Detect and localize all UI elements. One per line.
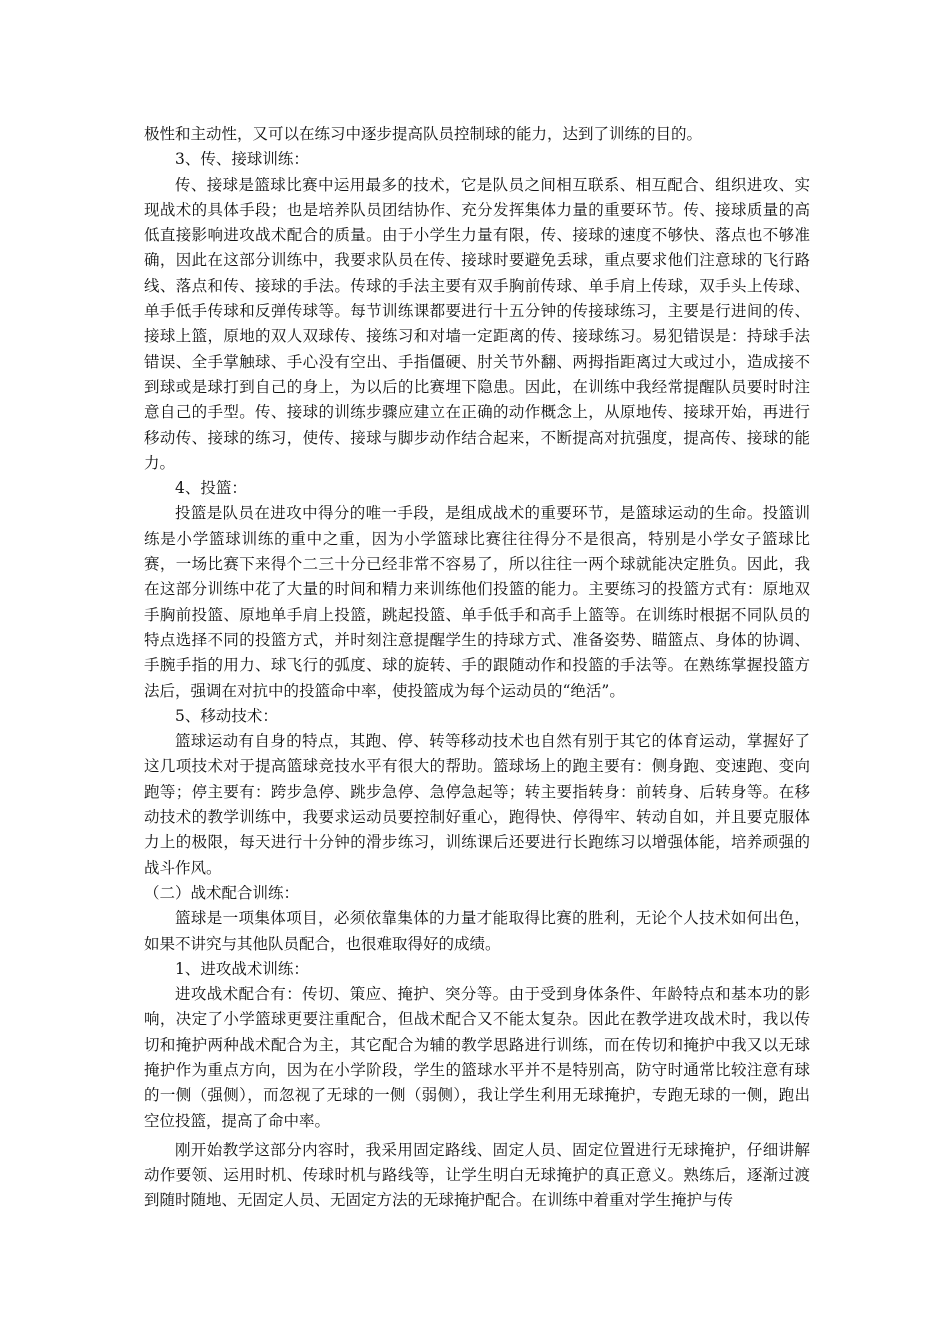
teaching-method-paragraph: 刚开始教学这部分内容时，我采用固定路线、固定人员、固定位置进行无球掩护，仔细讲解动作要领、运用时机、传球时机与路线等，让学生明白无球掩护的真正意义。熟练后，逐渐过渡到随时随地、无固定人员、无固定方法的无球掩护配合。在训练中着重对学生掩护与传 bbox=[144, 1140, 810, 1210]
section-3-paragraph: 传、接球是篮球比赛中运用最多的技术，它是队员之间相互联系、相互配合、组织进攻、实现战术的具体手段；也是培养队员团结协作、充分发挥集体力量的重要环节。传、接球质量的高低直接影响进攻战术配合的质量。由于小学生力量有限，传、接球的速度不够快、落点也不够准确，因此在这部分训练中，我要求队员在传、接球时要避免丢球，重点要求他们注意球的飞行路线、落点和传、接球的手法。传球的手法主要有双手胸前传球、单手肩上传球，双手头上传球、单手低手传球和反弹传球等。每节训练课都要进行十五分钟的传接球练习，主要是行进间的传、接球上篮，原地的双人双球传、接练习和对墙一定距离的传、接球练习。易犯错误是：持球手法错误、全手掌触球、手心没有空出、手指僵硬、肘关节外翻、两拇指距离过大或过小，造成接不到球或是球打到自己的身上，为以后的比赛埋下隐患。因此，在训练中我经常提醒队员要时时注意自己的手型。传、接球的训练步骤应建立在正确的动作概念上，从原地传、接球开始，再进行移动传、接球的练习，使传、接球与脚步动作结合起来，不断提高对抗强度，提高传、接球的能力。 bbox=[144, 175, 810, 472]
section-3-heading: 3、传、接球训练： bbox=[175, 150, 309, 169]
tactics-paragraph: 篮球是一项集体项目，必须依靠集体的力量才能取得比赛的胜利，无论个人技术如何出色，如果不讲究与其他队员配合，也很难取得好的成绩。 bbox=[144, 909, 810, 953]
section-4-paragraph: 投篮是队员在进攻中得分的唯一手段，是组成战术的重要环节，是篮球运动的生命。投篮训练是小学篮球训练的重中之重，因为小学篮球比赛往往得分不是很高，特别是小学女子篮球比赛，一场比赛下来得个二三十分已经非常不容易了，所以往往一两个球就能决定胜负。因此，我在这部分训练中花了大量的时间和精力来训练他们投篮的能力。主要练习的投篮方式有：原地双手胸前投篮、原地单手肩上投篮，跳起投篮、单手低手和高手上篮等。在训练时根据不同队员的特点选择不同的投篮方式，并时刻注意提醒学生的持球方式、准备姿势、瞄篮点、身体的协调、手腕手指的用力、球飞行的弧度、球的旋转、手的跟随动作和投篮的手法等。在熟练掌握投篮方法后，强调在对抗中的投篮命中率，使投篮成为每个运动员的“绝活”。 bbox=[144, 504, 810, 700]
section-5-paragraph: 篮球运动有自身的特点，其跑、停、转等移动技术也自然有别于其它的体育运动，掌握好了这几项技术对于提高篮球竞技水平有很大的帮助。篮球场上的跑主要有：侧身跑、变速跑、变向跑等；停主要有：跨步急停、跳步急停、急停急起等；转主要指转身：前转身、后转身等。在移动技术的教学训练中，我要求运动员要控制好重心，跑得快、停得牢、转动自如，并且要克服体力上的极限，每天进行十分钟的滑步练习，训练课后还要进行长跑练习以增强体能，培养顽强的战斗作风。 bbox=[144, 732, 810, 877]
section-5-heading: 5、移动技术： bbox=[175, 706, 278, 725]
tactics-heading: （二）战术配合训练： bbox=[144, 883, 300, 902]
attack-tactics-heading: 1、进攻战术训练： bbox=[175, 959, 309, 978]
intro-continuation-paragraph: 极性和主动性，又可以在练习中逐步提高队员控制球的能力，达到了训练的目的。 bbox=[144, 125, 703, 143]
document-page bbox=[144, 122, 810, 1214]
attack-tactics-paragraph: 进攻战术配合有：传切、策应、掩护、突分等。由于受到身体条件、年龄特点和基本功的影响，决定了小学篮球更要注重配合，但战术配合又不能太复杂。因此在教学进攻战术时，我以传切和掩护两种战术配合为主，其它配合为辅的教学思路进行训练，而在传切和掩护中我又以无球掩护作为重点方向，因为在小学阶段，学生的篮球水平并不是特别高，防守时通常比较注意有球的一侧（强侧），而忽视了无球的一侧（弱侧），我让学生利用无球掩护，专跑无球的一侧，跑出空位投篮，提高了命中率。 bbox=[144, 985, 810, 1130]
section-4-heading: 4、投篮： bbox=[175, 479, 247, 498]
